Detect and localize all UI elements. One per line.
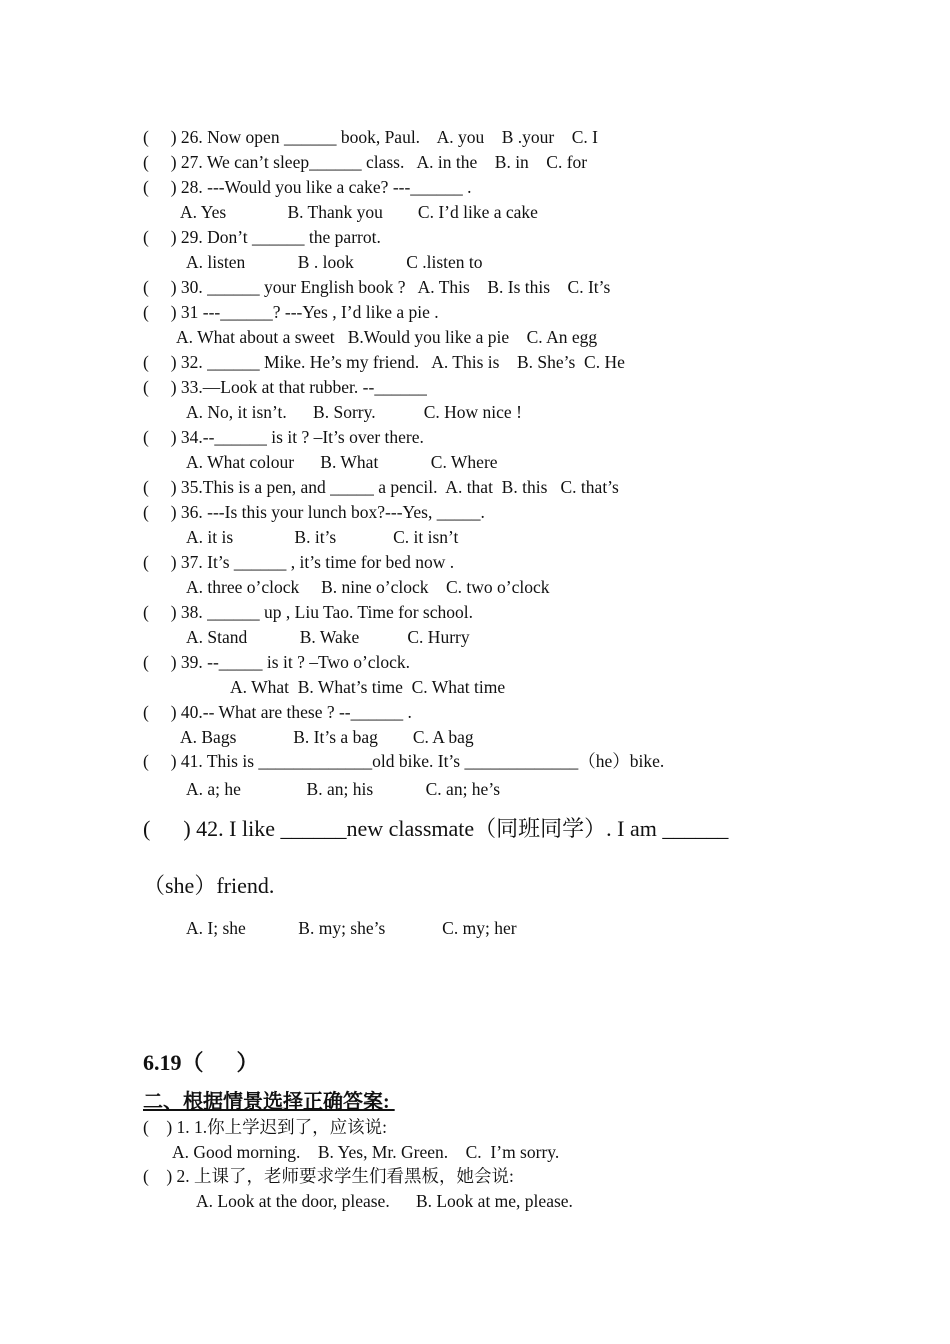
question-line: A. Stand B. Wake C. Hurry	[186, 627, 470, 647]
question-line: （she）friend.	[143, 873, 275, 898]
question-line: A. Yes B. Thank you C. I’d like a cake	[180, 202, 538, 222]
question-line: ( ) 36. ---Is this your lunch box?---Yes, _____.	[143, 502, 485, 522]
question-line: ( ) 35.This is a pen, and _____ a pencil. A. that B. this C. that’s	[143, 477, 619, 497]
question-line: ( ) 32. ______ Mike. He’s my friend. A. This is B. She’s C. He	[143, 352, 625, 372]
question-line: A. listen B . look C .listen to	[186, 252, 483, 272]
section-heading: 6.19（ ）	[143, 1050, 259, 1075]
question-line: A. Bags B. It’s a bag C. A bag	[180, 727, 474, 747]
question-line: ( ) 26. Now open ______ book, Paul. A. you B .your C. I	[143, 127, 598, 147]
question-line: A. No, it isn’t. B. Sorry. C. How nice !	[186, 402, 522, 422]
question-line: A. What B. What’s time C. What time	[230, 677, 506, 697]
question-line: ( ) 37. It’s ______ , it’s time for bed now .	[143, 552, 455, 572]
question-line: ( ) 42. I like ______new classmate（同班同学）. I am ______	[143, 816, 729, 841]
question-line: A. Look at the door, please. B. Look at me, please.	[196, 1191, 573, 1211]
question-line: ( ) 31 ---______? ---Yes , I’d like a pie .	[143, 302, 439, 322]
question-line: ( ) 28. ---Would you like a cake? ---______ .	[143, 177, 472, 197]
section-heading: 二、根据情景选择正确答案:	[143, 1091, 395, 1113]
question-line: A. it is B. it’s C. it isn’t	[186, 527, 459, 547]
question-line: ( ) 1. 1.你上学迟到了，应该说:	[143, 1117, 388, 1137]
question-line: ( ) 2. 上课了，老师要求学生们看黑板，她会说:	[143, 1166, 514, 1186]
question-line: ( ) 38. ______ up , Liu Tao. Time for school.	[143, 602, 473, 622]
question-line: A. What about a sweet B.Would you like a pie C. An egg	[176, 327, 598, 347]
question-line: ( ) 34.--______ is it ? –It’s over there.	[143, 427, 424, 447]
question-line: ( ) 33.—Look at that rubber. --______	[143, 377, 427, 397]
question-line: A. Good morning. B. Yes, Mr. Green. C. I’m sorry.	[172, 1142, 560, 1162]
question-line: A. What colour B. What C. Where	[186, 452, 498, 472]
question-line: ( ) 29. Don’t ______ the parrot.	[143, 227, 381, 247]
question-line: A. three o’clock B. nine o’clock C. two o’clock	[186, 577, 550, 597]
question-line: A. a; he B. an; his C. an; he’s	[186, 779, 501, 799]
question-line: ( ) 27. We can’t sleep______ class. A. in the B. in C. for	[143, 152, 588, 172]
question-line: A. I; she B. my; she’s C. my; her	[186, 918, 517, 938]
question-line: ( ) 40.-- What are these ? --______ .	[143, 702, 412, 722]
question-line: ( ) 41. This is _____________old bike. It’s _____________（he）bike.	[143, 751, 665, 771]
question-line: ( ) 39. --_____ is it ? –Two o’clock.	[143, 652, 411, 672]
question-line: ( ) 30. ______ your English book ? A. This B. Is this C. It’s	[143, 277, 611, 297]
